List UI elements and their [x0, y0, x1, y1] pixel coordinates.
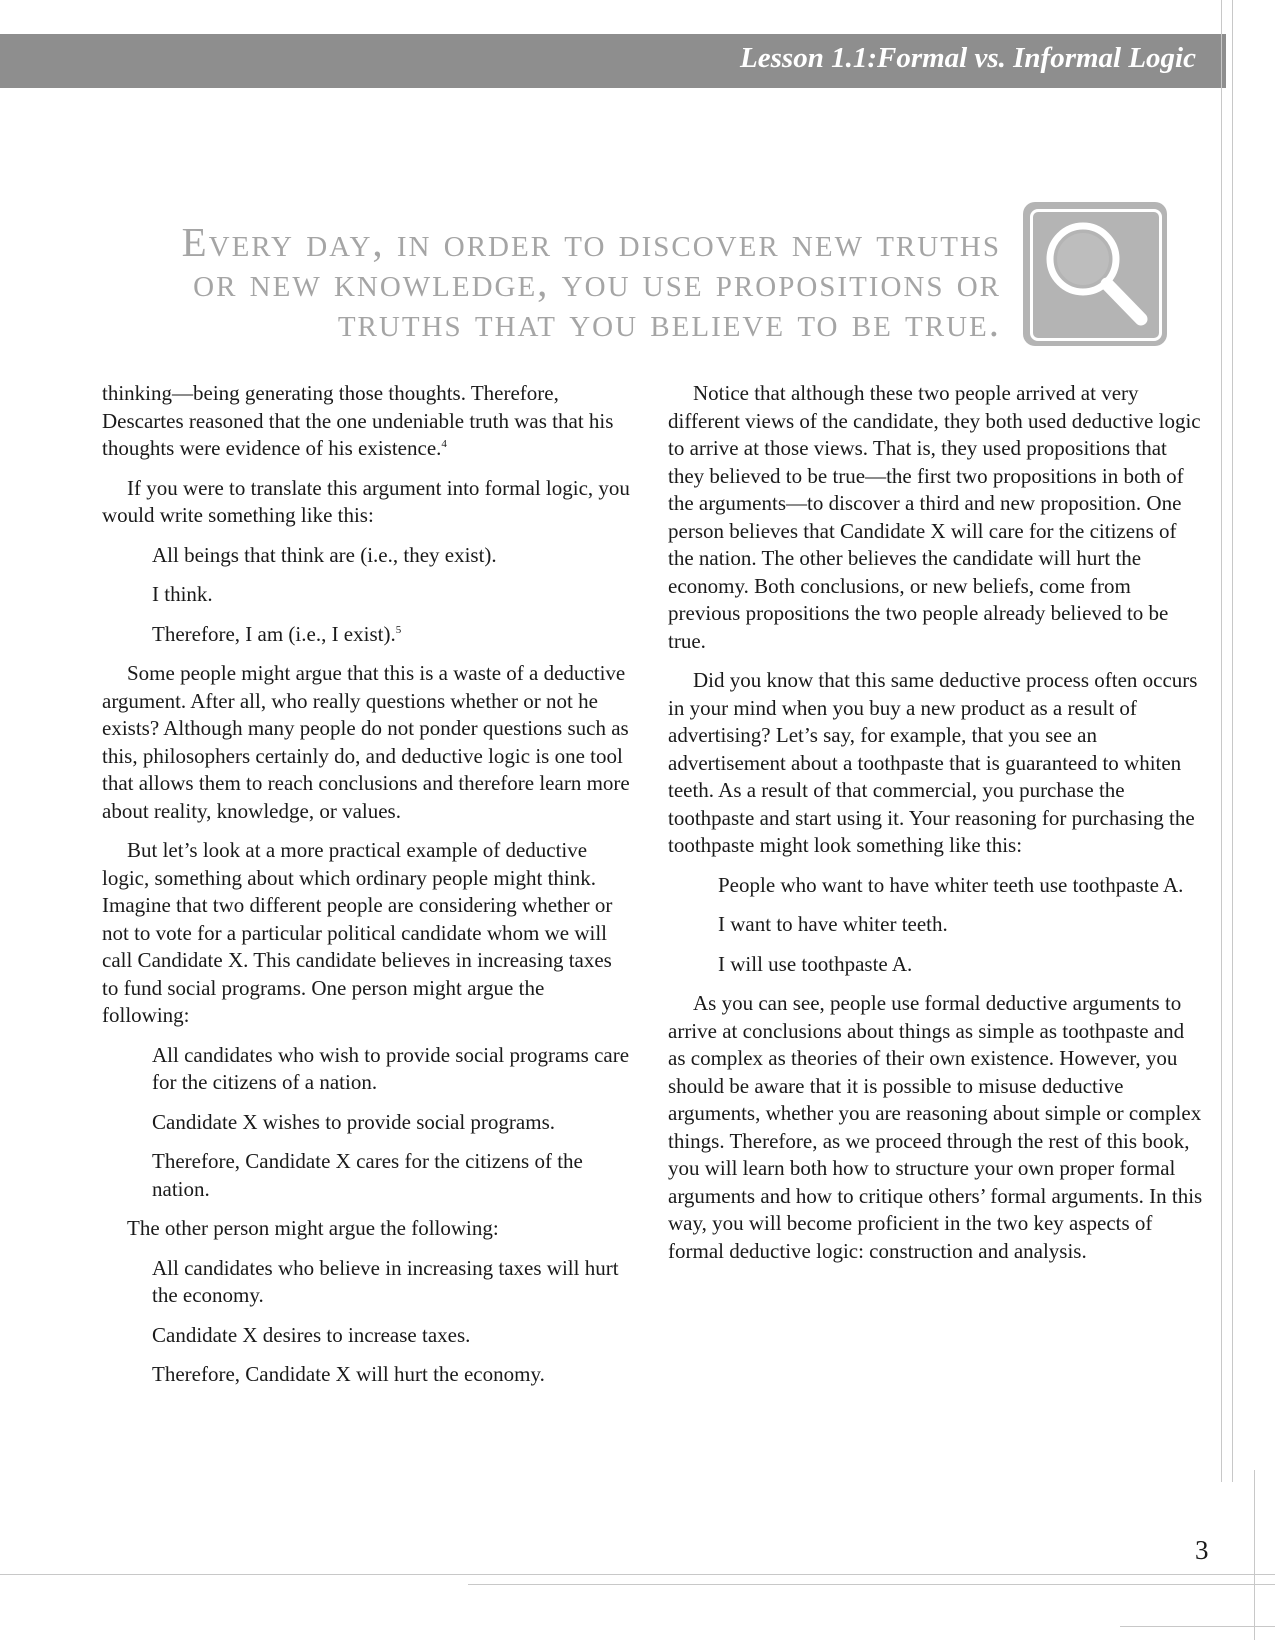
premise: People who want to have whiter teeth use toothpaste A. [718, 872, 1184, 897]
premise: All candidates who wish to provide social programs care for the citizens of a nation. [152, 1042, 630, 1094]
margin-rule [1221, 0, 1222, 1482]
header-bar [0, 34, 1226, 88]
lesson-title: Lesson 1.1:Formal vs. Informal Logic [740, 42, 1196, 74]
premise: I want to have whiter teeth. [718, 912, 948, 936]
paragraph: Notice that although these two people arrived at very different views of the candidate, they both used deductive logic to arrive at those views. That is, they used propositions that they believed to be true—the first two propositions in both of the arguments—to discover a third and new proposition. One person believes that Candidate X will care for the citizens of the nation. The other believes the candidate will hurt the economy. Both conclusions, or new beliefs, come from previous propositions the two people already believed to be true. [668, 381, 1201, 653]
paragraph: Some people might argue that this is a waste of a deductive argument. After all, who really questions whether or not he exists? Although many people do not ponder questions such as this, philosophers certainly do, and deductive logic is one tool that allows them to reach conclusions and therefore learn more about reality, knowledge, or values. [102, 661, 630, 823]
pull-quote [121, 219, 1001, 345]
paragraph: thinking—being generating those thoughts. Therefore, Descartes reasoned that the one undeniable truth was that his thoughts were evidence of his existence.$^4$ [102, 381, 614, 460]
pull-quote-line: truths that you believe to be true. [337, 299, 1001, 345]
pull-quote-line: Every day, in order to discover new truths [181, 219, 1001, 265]
premise: Candidate X desires to increase taxes. [152, 1322, 471, 1347]
premise: All beings that think are (i.e., they exist). [152, 542, 497, 567]
paragraph: As you can see, people use formal deductive arguments to arrive at conclusions about things as simple as toothpaste and as complex as theories of their own existence. However, you should be aware that it is possible to misuse deductive arguments, whether you are reasoning about simple or complex things. Therefore, as we proceed through the rest of this book, you will learn both how to structure your own proper formal arguments and how to critique others’ formal arguments. In this way, you will become proficient in the two key aspects of formal deductive logic: construction and analysis. [668, 991, 1203, 1263]
paragraph: The other person might argue the following: [127, 1216, 499, 1240]
right-column [668, 380, 1203, 1277]
margin-rule [1232, 0, 1233, 1482]
margin-rule [1254, 1470, 1255, 1640]
footer-rule [0, 1574, 1275, 1575]
magnifying-glass-icon [1023, 202, 1167, 346]
footnote-ref: 5 [395, 623, 402, 636]
footnote-ref: 4 [441, 438, 447, 450]
premise: All candidates who believe in increasing taxes will hurt the economy. [152, 1255, 619, 1307]
paragraph: Did you know that this same deductive process often occurs in your mind when you buy a new product as a result of advertising? Let’s say, for example, that you see an advertisement about a toothpaste that is guaranteed to whiten teeth. As a result of that commercial, you purchase the toothpaste and start using it. Your reasoning for purchasing the toothpaste might look something like this: [668, 668, 1198, 857]
paragraph: If you were to translate this argument into formal logic, you would write something like this: [102, 475, 630, 527]
premise: Therefore, I am (i.e., I exist).$^5$ [152, 621, 402, 646]
premise: Therefore, Candidate X will hurt the economy. [152, 1362, 545, 1386]
pull-quote-line: or new knowledge, you use propositions or [193, 259, 1001, 305]
paragraph: But let’s look at a more practical example of deductive logic, something about which ordinary people might think. Imagine that two different people are considering whether or not to vote for a particular political candidate whom we will call Candidate X. This candidate believes in increasing taxes to fund social programs. One person might argue the following: [102, 838, 613, 1027]
left-column [102, 380, 630, 1401]
premise: I think. [152, 582, 213, 606]
page-number: 3 [1195, 1535, 1209, 1565]
premise: Therefore, Candidate X cares for the citizens of the nation. [152, 1149, 583, 1201]
premise: I will use toothpaste A. [718, 951, 913, 976]
footer-rule [468, 1584, 1275, 1585]
footer-rule [1120, 1626, 1275, 1627]
premise: Candidate X wishes to provide social programs. [152, 1109, 555, 1134]
